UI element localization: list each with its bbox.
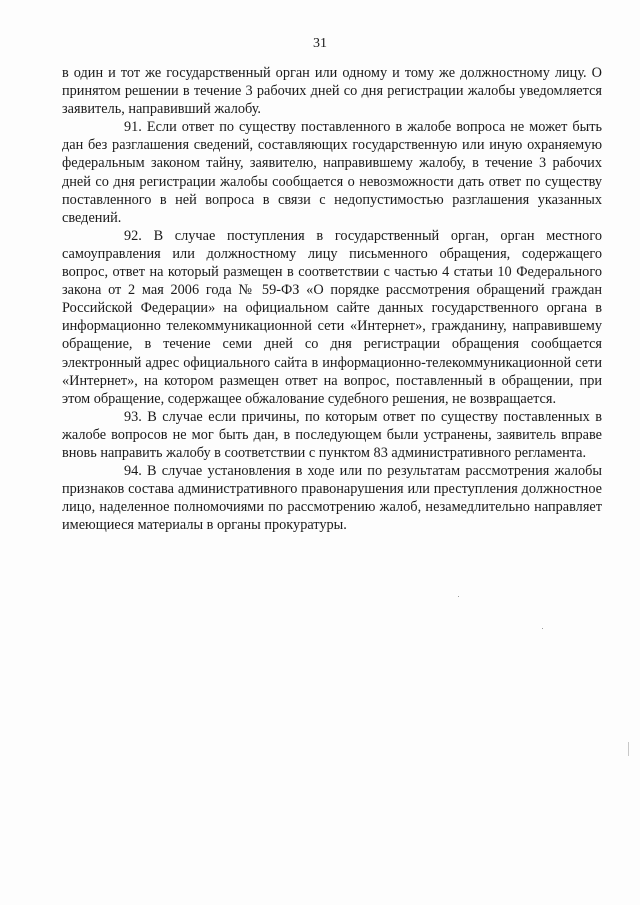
paragraph-91: 91. Если ответ по существу поставленного в жалобе вопроса не может быть дан без разглашения сведений, составляющих государственную или иную охраняемую федеральным законом тайну, заявителю, направившему жалобу, в течение 3 рабочих дней со дня регистрации жалобы сообщается о невозможности дать ответ по существу поставленного в ней вопроса в связи с недопустимостью разглашения указанных сведений. (62, 119, 602, 226)
paragraph-continuation: в один и тот же государственный орган или одному и тому же должностному лицу. О принятом решении в течение 3 рабочих дней со дня регистрации жалобы уведомляется заявитель, направивший жалобу. (62, 65, 602, 118)
paragraph-93: 93. В случае если причины, по которым ответ по существу поставленных в жалобе вопросов не мог быть дан, в последующем были устранены, заявитель вправе вновь направить жалобу в соответствии с пунктом 83 административного регламента. (62, 408, 602, 461)
paragraph-92: 92. В случае поступления в государственный орган, орган местного самоуправления или должностному лицу письменного обращения, содержащего вопрос, ответ на который размещен в соответствии с частью 4 статьи 10 Федерального закона от 2 мая 2006 года № 59-ФЗ «О порядке рассмотрения обращений граждан Российской Федерации» на официальном сайте данных государственного органа в информационно телекоммуникационной сети «Интернет», гражданину, направившему обращение, в течение семи дней со дня регистрации обращения сообщается электронный адрес официального сайта в информационно-телекоммуникационной сети «Интернет», на котором размещен ответ на вопрос, поставленный в обращении, при этом обращение, содержащее обжалование судебного решения, не возвращается. (62, 227, 602, 407)
paragraph-94: 94. В случае установления в ходе или по результатам рассмотрения жалобы признаков состава административного правонарушения или преступления должностное лицо, наделенное полномочиями по рассмотрению жалоб, незамедлительно направляет имеющиеся материалы в органы прокуратуры. (62, 463, 602, 534)
page-number: 31 (313, 36, 327, 51)
scan-speck (458, 596, 459, 597)
document-body (62, 64, 602, 534)
scan-speck (542, 628, 543, 629)
scan-speck (628, 742, 629, 756)
